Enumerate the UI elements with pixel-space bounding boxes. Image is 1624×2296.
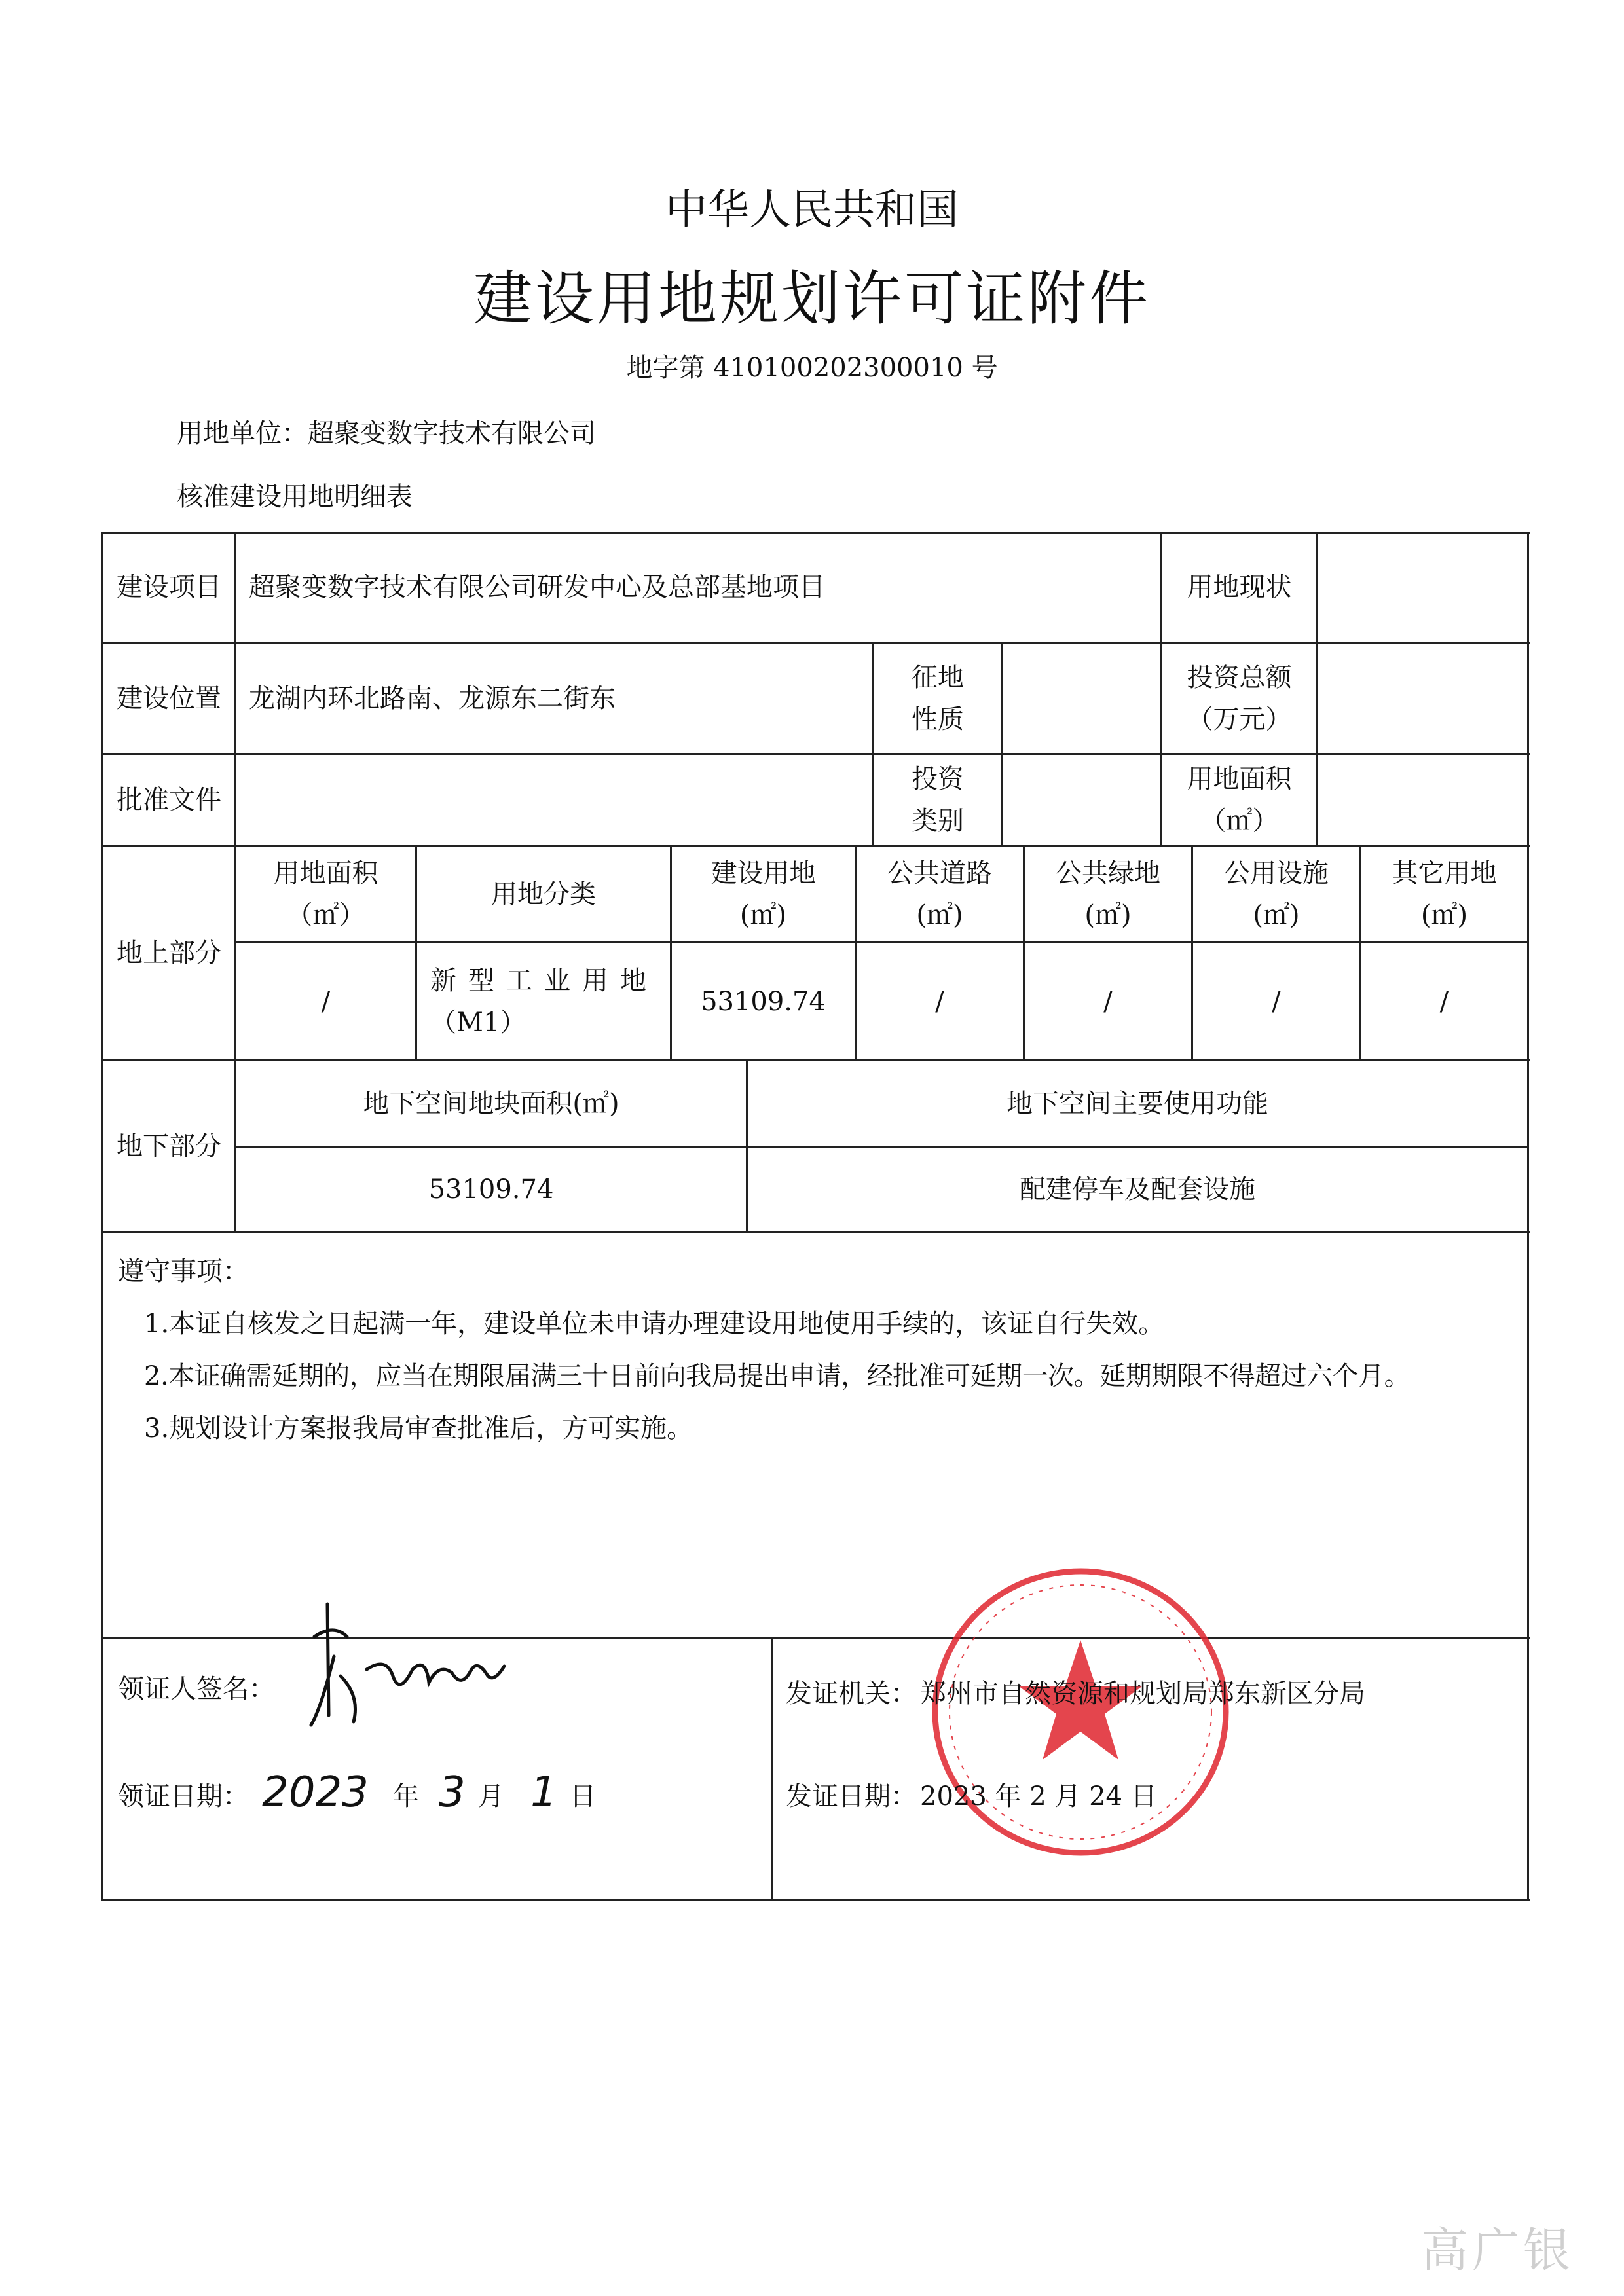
header-line: 公用设施 (1224, 858, 1329, 888)
certificate-number: 地字第 410100202300010 号 (626, 353, 998, 383)
value-public-road: / (935, 986, 944, 1017)
header-line: 其它用地 (1392, 858, 1497, 888)
receive-year: 2023 (262, 1768, 369, 1817)
value-public-green: / (1103, 986, 1113, 1017)
underground-function-value: 配建停车及配套设施 (1020, 1174, 1255, 1205)
note-item: 3.规划设计方案报我局审查批准后，方可实施。 (144, 1413, 693, 1444)
project-value: 超聚变数字技术有限公司研发中心及总部基地项目 (249, 572, 825, 602)
investment-type-label (874, 755, 1001, 845)
value-other-land: / (1439, 986, 1449, 1017)
above-ground-label: 地上部分 (117, 938, 221, 968)
investment-total-label (1162, 644, 1316, 753)
header-public-facilities (1193, 847, 1359, 941)
header-land-area (236, 847, 415, 941)
land-unit: 用地单位：超聚变数字技术有限公司 (177, 418, 596, 448)
category-name: 新型工业用地 (430, 965, 658, 996)
header-public-green (1025, 847, 1191, 941)
issue-date-label: 发证日期： (786, 1781, 917, 1812)
note-item: 2.本证确需延期的，应当在期限届满三十日前向我局提出申请，经批准可延期一次。延期期限不得超过六个月。 (144, 1361, 1411, 1391)
land-area-label (1162, 755, 1316, 845)
header-land-category: 用地分类 (491, 879, 596, 909)
signature (288, 1597, 524, 1728)
header-line: 建设用地 (710, 858, 816, 888)
year-char: 年 (393, 1781, 419, 1812)
notes-title: 遵守事项： (118, 1256, 249, 1286)
underground-function-header: 地下空间主要使用功能 (1006, 1088, 1268, 1119)
category-code: （M1） (430, 1007, 526, 1038)
label-line: 用地面积 (1187, 763, 1292, 794)
project-label: 建设项目 (117, 572, 221, 602)
label-line: 投资 (912, 763, 964, 794)
land-status-value (1318, 532, 1527, 642)
value-construction-land: 53109.74 (701, 986, 826, 1017)
issuer-value: 郑州市自然资源和规划局郑东新区分局 (920, 1679, 1365, 1709)
header-line: (㎡) (1084, 900, 1132, 930)
location-value: 龙湖内环北路南、龙源东二街东 (249, 683, 616, 714)
value-public-facilities: / (1272, 986, 1281, 1017)
underground-label: 地下部分 (117, 1131, 221, 1161)
receive-month: 3 (439, 1768, 466, 1817)
watermark: 高广银 (1421, 2223, 1575, 2278)
issue-date-value: 2023 年 2 月 24 日 (920, 1781, 1157, 1812)
recipient-signature-label: 领证人签名： (118, 1674, 275, 1704)
document-title: 建设用地规划许可证附件 (473, 264, 1151, 333)
header-public-road (857, 847, 1023, 941)
label-line: 投资总额 (1187, 662, 1292, 693)
location-label: 建设位置 (117, 683, 221, 714)
table-caption: 核准建设用地明细表 (177, 482, 413, 512)
header-line: 公共道路 (887, 858, 992, 888)
country-name: 中华人民共和国 (665, 186, 959, 234)
label-line: 性质 (912, 704, 964, 735)
header-line: (㎡) (916, 900, 963, 930)
header-line: 用地面积 (273, 858, 378, 888)
header-line: （㎡） (286, 900, 365, 930)
land-status-label: 用地现状 (1187, 572, 1292, 602)
approval-doc-label: 批准文件 (117, 784, 221, 815)
underground-area-header: 地下空间地块面积(㎡) (363, 1088, 619, 1119)
underground-area-value: 53109.74 (428, 1174, 554, 1205)
header-construction-land (672, 847, 855, 941)
header-line: (㎡) (739, 900, 787, 930)
acquisition-nature-label (874, 644, 1001, 753)
receive-date-label: 领证日期： (118, 1781, 249, 1812)
header-line: 公共绿地 (1056, 858, 1160, 888)
issuer-label: 发证机关： (786, 1679, 917, 1709)
note-item: 1.本证自核发之日起满一年，建设单位未申请办理建设用地使用手续的，该证自行失效。 (144, 1309, 1165, 1339)
receive-day: 1 (530, 1768, 557, 1817)
value-land-area: / (321, 986, 331, 1017)
header-line: (㎡) (1253, 900, 1300, 930)
value-land-category (417, 943, 670, 1059)
label-line: 征地 (912, 662, 964, 693)
month-char: 月 (478, 1781, 504, 1812)
header-other-land (1361, 847, 1527, 941)
label-line: 类别 (912, 805, 964, 836)
label-line: （万元） (1187, 704, 1292, 735)
day-char: 日 (570, 1781, 596, 1812)
label-line: （㎡） (1200, 805, 1279, 836)
header-line: (㎡) (1420, 900, 1468, 930)
